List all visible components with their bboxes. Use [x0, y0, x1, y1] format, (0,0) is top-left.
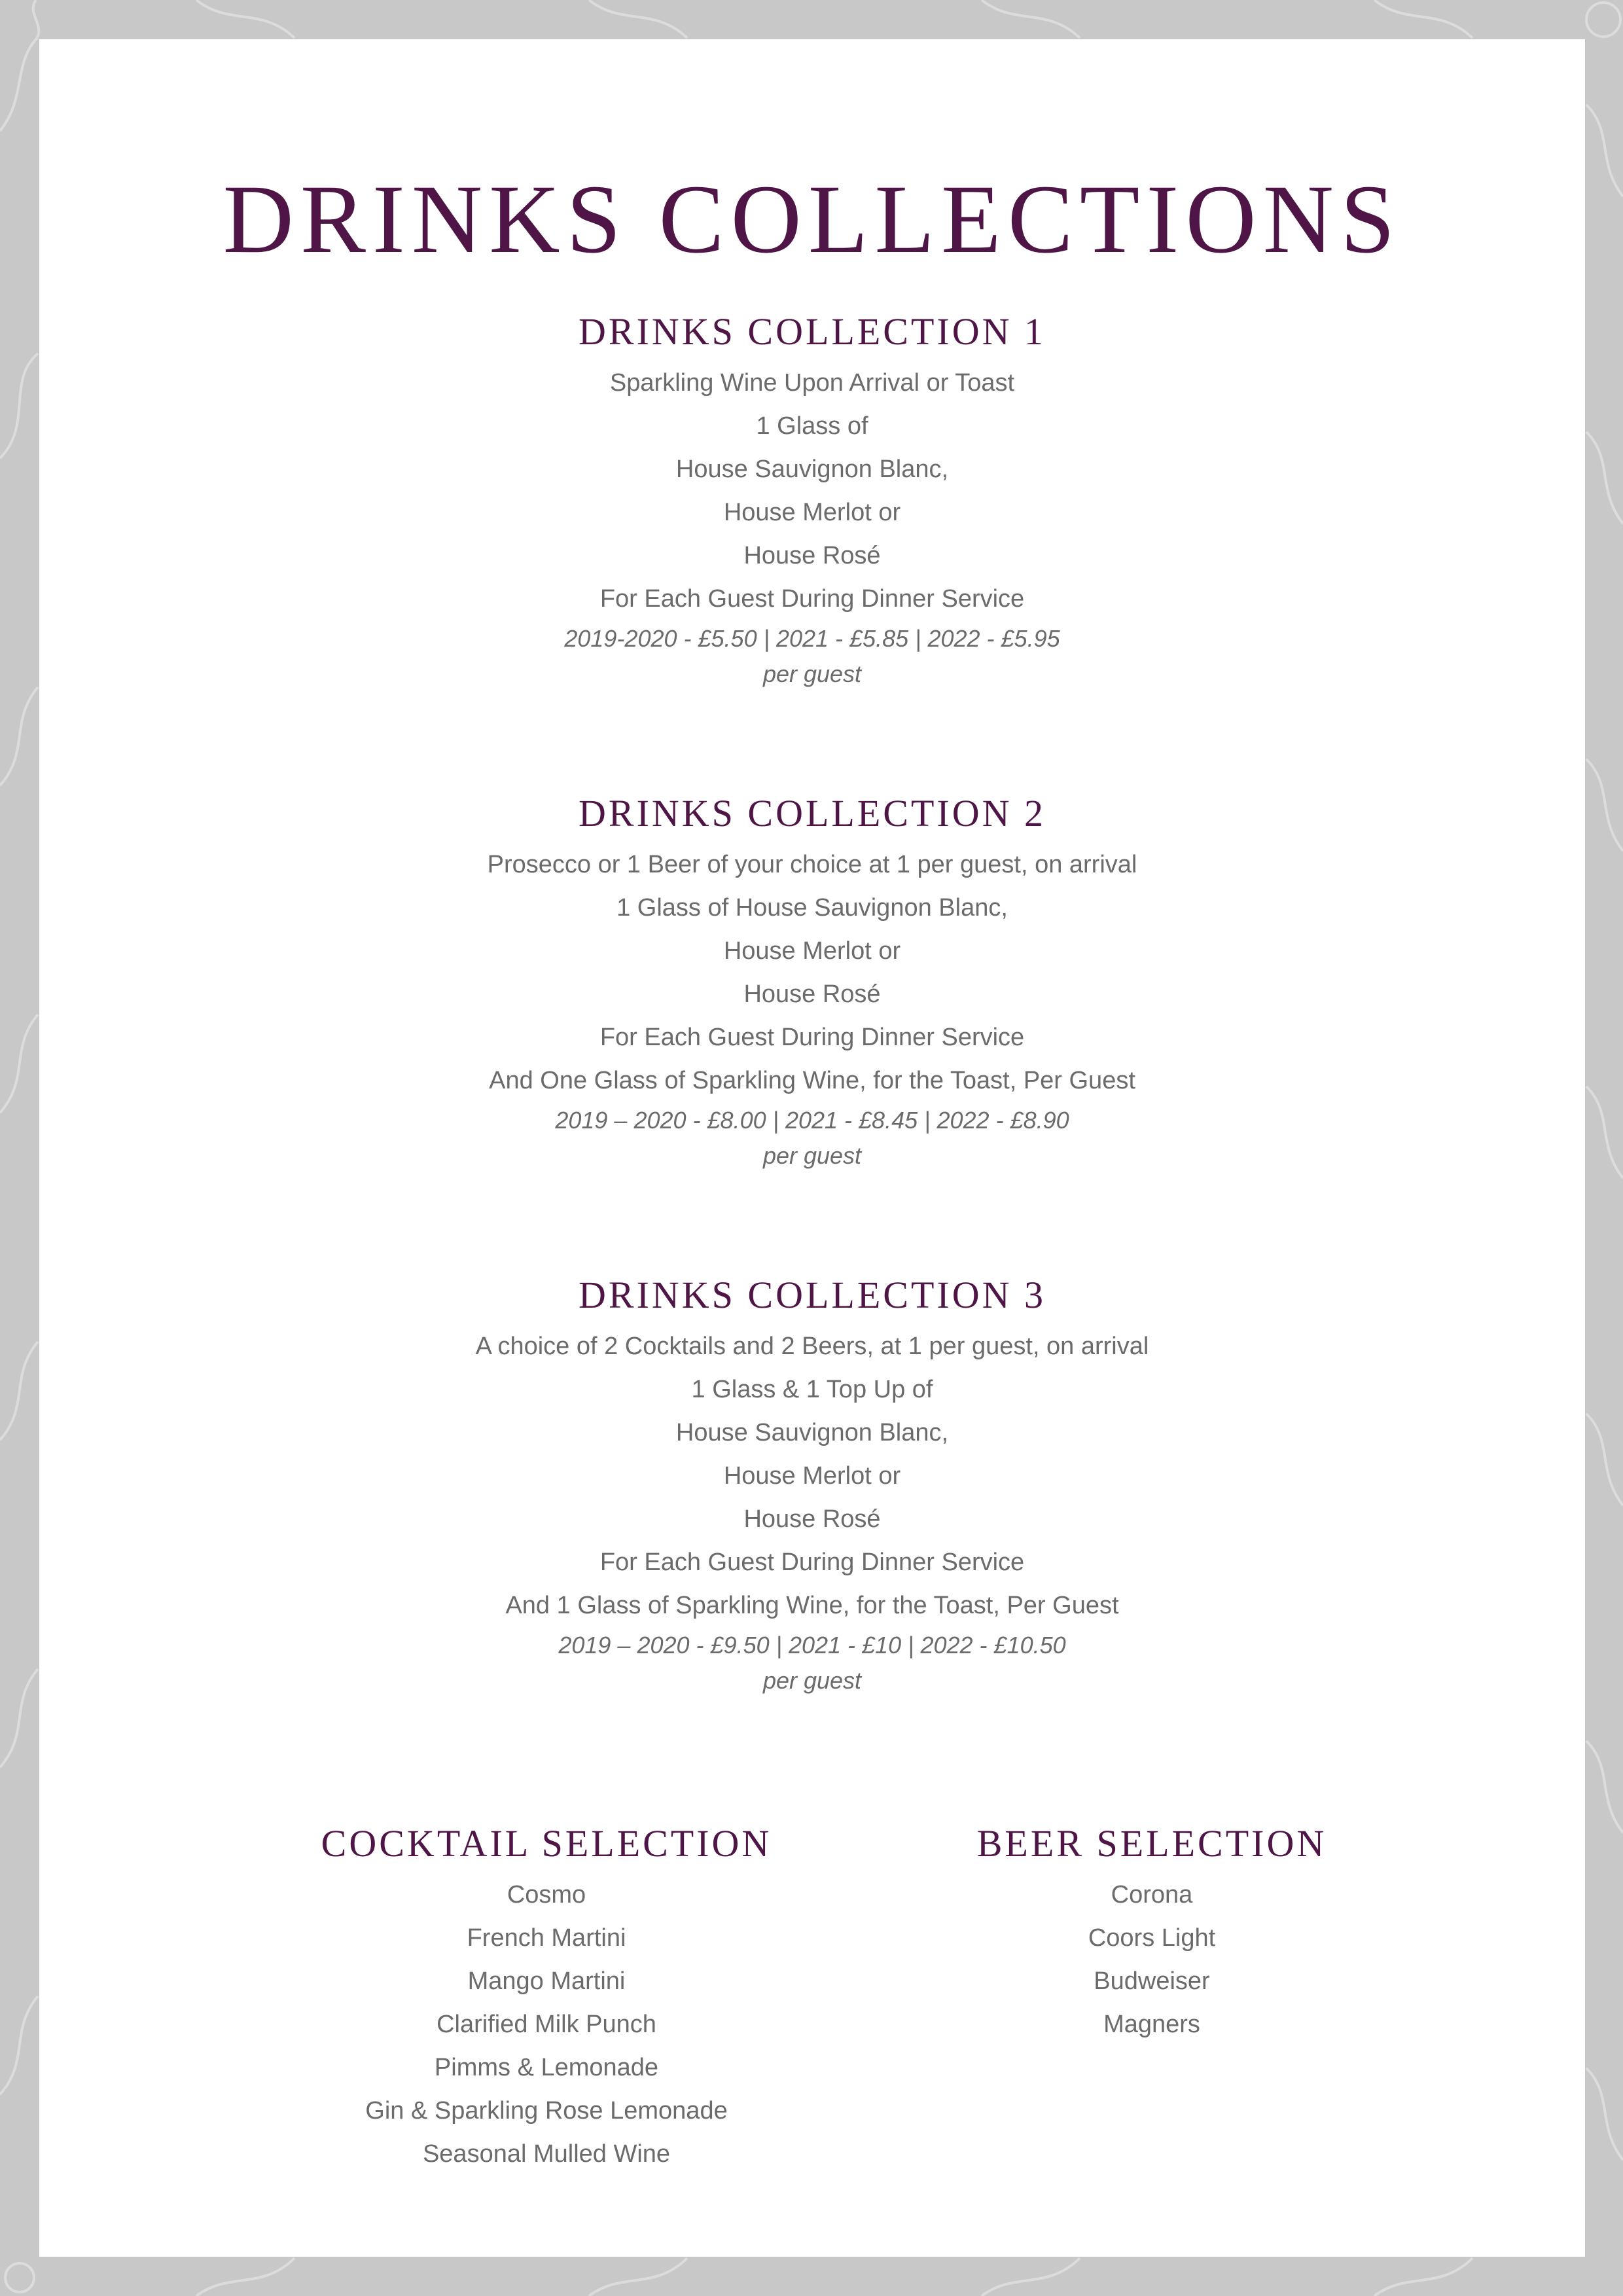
beer-item: Magners	[1103, 2011, 1200, 2038]
drinks-collection-1	[39, 309, 1585, 691]
drinks-collection-2	[39, 791, 1585, 1173]
drinks-collection-3	[39, 1272, 1585, 1698]
collection-line: House Sauvignon Blanc,	[675, 456, 949, 483]
collection-line: House Rosé	[743, 542, 881, 569]
collection-line: 1 Glass of	[756, 412, 868, 440]
collection-line: 1 Glass & 1 Top Up of	[691, 1376, 933, 1403]
per-guest-label: per guest	[762, 1667, 862, 1694]
collection-line: House Merlot or	[723, 1462, 901, 1490]
collection-price: 2019 – 2020 - £9.50 | 2021 - £10 | 2022 - £10.50	[558, 1632, 1066, 1659]
collection-line: House Merlot or	[723, 937, 901, 965]
collection-line: And One Glass of Sparkling Wine, for the Toast, Per Guest	[489, 1067, 1135, 1094]
menu-page	[39, 39, 1585, 2257]
cocktail-item: Cosmo	[507, 1881, 586, 1909]
cocktail-item: French Martini	[467, 1924, 626, 1952]
cocktail-item: Gin & Sparkling Rose Lemonade	[365, 2097, 728, 2125]
collection-line: A choice of 2 Cocktails and 2 Beers, at 1 per guest, on arrival	[475, 1333, 1149, 1360]
collection-line: Sparkling Wine Upon Arrival or Toast	[609, 369, 1015, 397]
per-guest-label: per guest	[762, 1142, 862, 1169]
cocktail-item: Clarified Milk Punch	[437, 2011, 656, 2038]
collection-line: House Rosé	[743, 980, 881, 1008]
cocktail-selection	[301, 1821, 792, 2176]
beer-item: Coors Light	[1088, 1924, 1216, 1952]
collection-line: House Rosé	[743, 1505, 881, 1533]
beer-heading: BEER SELECTION	[976, 1822, 1327, 1865]
collection-line: House Sauvignon Blanc,	[675, 1419, 949, 1446]
collection-line: For Each Guest During Dinner Service	[599, 1024, 1025, 1051]
collection-heading: DRINKS COLLECTION 2	[579, 792, 1046, 834]
collection-line: House Merlot or	[723, 499, 901, 526]
beer-selection	[916, 1821, 1387, 2046]
collection-line: For Each Guest During Dinner Service	[599, 1549, 1025, 1576]
beer-item: Budweiser	[1094, 1967, 1210, 1995]
collection-heading: DRINKS COLLECTION 3	[579, 1274, 1046, 1316]
cocktail-item: Mango Martini	[467, 1967, 626, 1995]
per-guest-label: per guest	[762, 660, 862, 687]
collection-line: And 1 Glass of Sparkling Wine, for the Toast, Per Guest	[505, 1592, 1119, 1619]
collection-line: Prosecco or 1 Beer of your choice at 1 per guest, on arrival	[487, 851, 1137, 878]
collection-line: 1 Glass of House Sauvignon Blanc,	[616, 894, 1008, 922]
cocktail-heading: COCKTAIL SELECTION	[321, 1822, 772, 1865]
collection-price: 2019 – 2020 - £8.00 | 2021 - £8.45 | 2022 - £8.90	[555, 1107, 1069, 1134]
collection-price: 2019-2020 - £5.50 | 2021 - £5.85 | 2022 - £5.95	[564, 625, 1060, 652]
page-title: DRINKS COLLECTIONS	[223, 165, 1402, 274]
beer-item: Corona	[1111, 1881, 1193, 1909]
cocktail-item: Seasonal Mulled Wine	[422, 2140, 671, 2168]
cocktail-item: Pimms & Lemonade	[434, 2054, 659, 2081]
collection-heading: DRINKS COLLECTION 1	[579, 310, 1046, 353]
collection-line: For Each Guest During Dinner Service	[599, 585, 1025, 613]
